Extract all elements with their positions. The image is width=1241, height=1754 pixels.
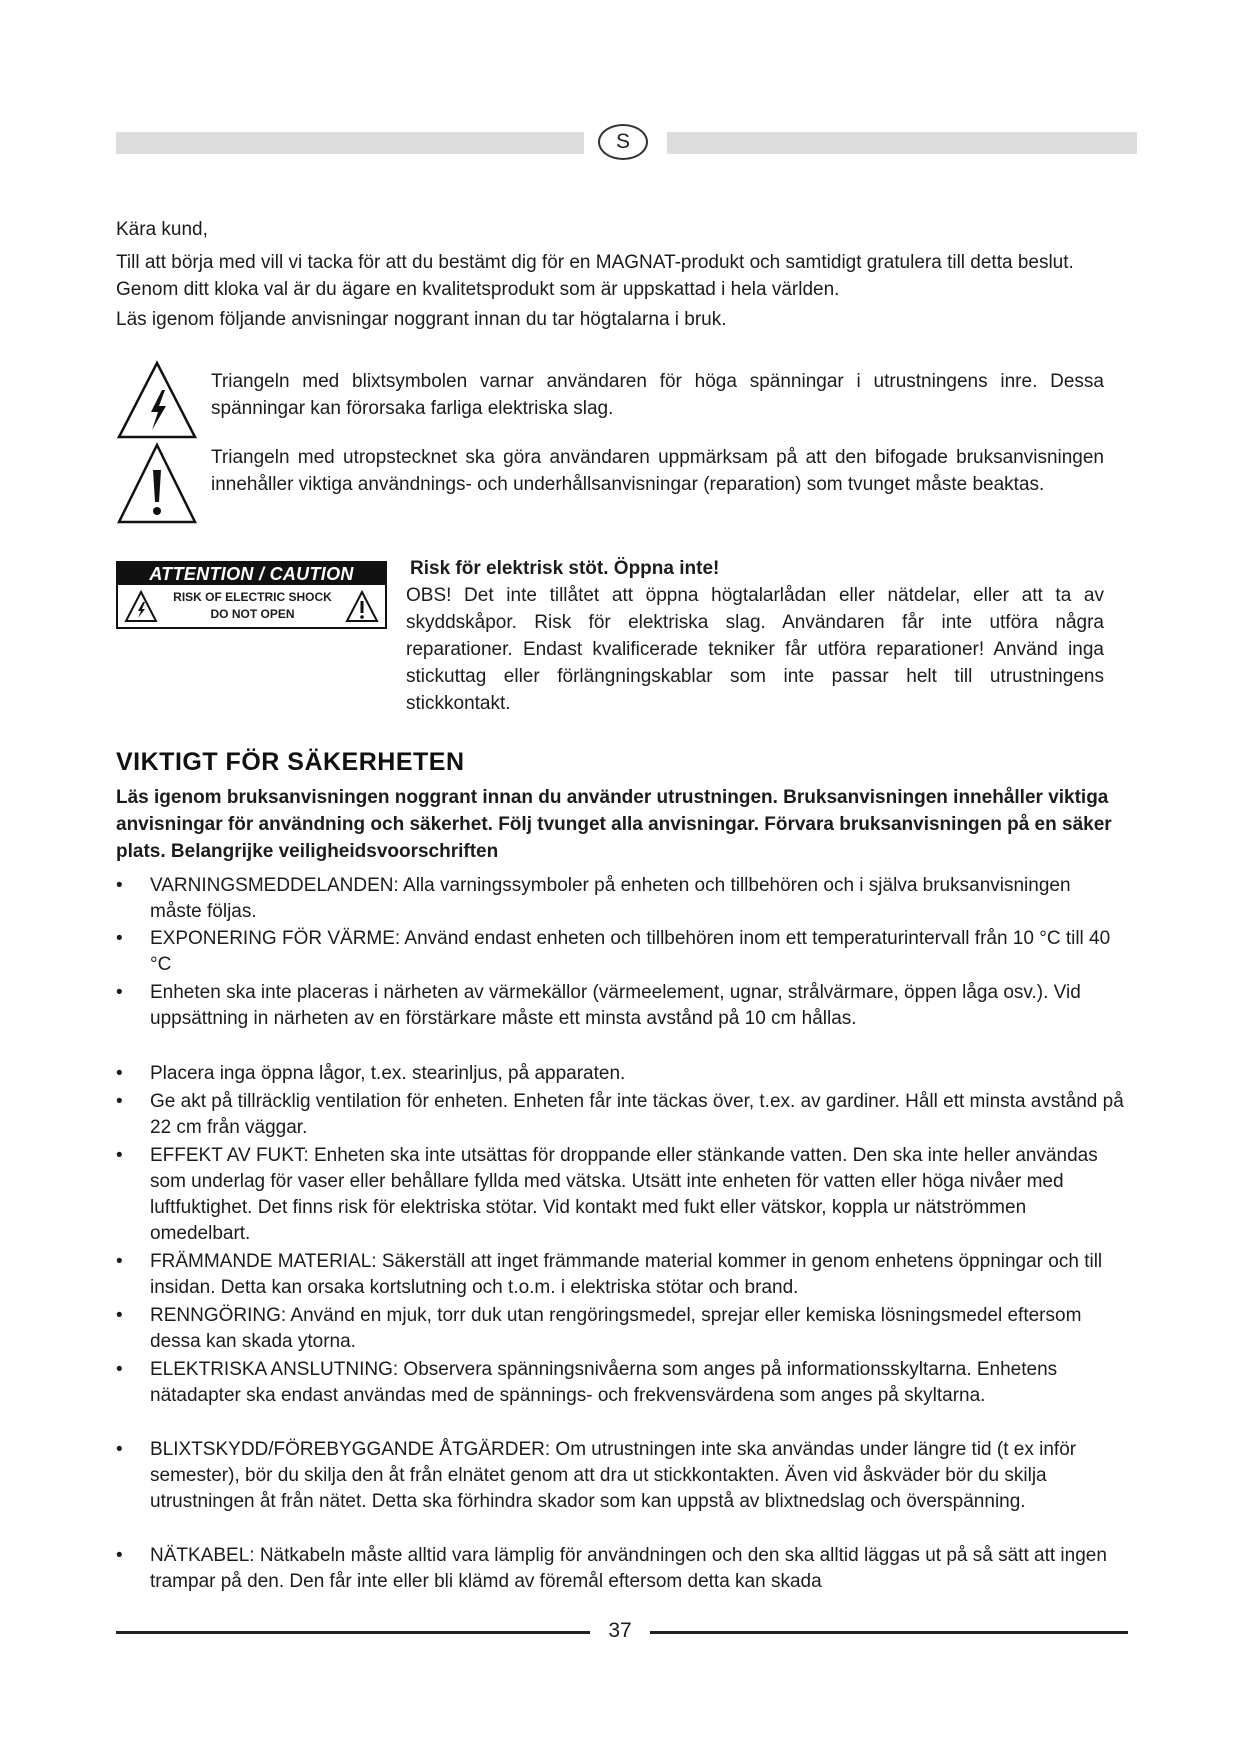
lightning-warning-text: Triangeln med blixtsymbolen varnar användaren för höga spänningar i utrustningens inre. Dessa spänningar kan förorsaka farliga elektriska slag.	[211, 371, 1104, 419]
list-item	[116, 980, 1126, 1032]
list-item-text: EXPONERING FÖR VÄRME: Använd endast enheten och tillbehören inom ett temperaturintervall från 10 °C till 40 °C	[150, 928, 1111, 975]
intro-instruction: Läs igenom följande anvisningar noggrant innan du tar högtalarna i bruk.	[116, 309, 727, 330]
list-item	[116, 1357, 1126, 1409]
list-item	[116, 873, 1126, 925]
safety-section-title: VIKTIGT FÖR SÄKERHETEN	[116, 748, 465, 776]
safety-intro: Läs igenom bruksanvisningen noggrant innan du använder utrustningen. Bruksanvisningen innehåller viktiga anvisningar för användning och säkerhet. Följ tvunget alla anvisningar. Förvara bruksanvisningen på en säker plats. Belangrijke veiligheidsvoorschriften	[116, 787, 1112, 862]
list-item-text: FRÄMMANDE MATERIAL: Säkerställ att inget främmande material kommer in genom enhetens öppningar och till insidan. Detta kan orsaka kortslutning och t.o.m. i elektriska stötar och brand.	[150, 1251, 1103, 1298]
language-badge: S	[598, 124, 648, 160]
caution-label-line2: DO NOT OPEN	[210, 607, 295, 621]
list-item	[116, 1061, 1126, 1087]
header-bar-right	[667, 132, 1137, 154]
intro-paragraph: Till att börja med vill vi tacka för att du bestämt dig för en MAGNAT-produkt och samtidigt gratulera till detta beslut. Genom ditt kloka val är du ägare en kvalitetsprodukt som är uppskattad i hela världen.	[116, 252, 1074, 300]
footer-rule-left	[116, 1631, 590, 1634]
bullet-icon: •	[116, 1359, 123, 1380]
list-item-text: Placera inga öppna lågor, t.ex. stearinljus, på apparaten.	[150, 1063, 626, 1084]
exclamation-warning-icon	[116, 442, 198, 526]
bullet-icon: •	[116, 1305, 123, 1326]
bullet-icon: •	[116, 1063, 123, 1084]
list-item	[116, 1437, 1126, 1515]
bullet-icon: •	[116, 1145, 123, 1166]
caution-label-header: ATTENTION / CAUTION	[118, 563, 385, 585]
list-item-text: Enheten ska inte placeras i närheten av värmekällor (värmeelement, ugnar, strålvärmare, öppen låga osv.). Vid uppsättning in närheten av en förstärkare måste ett minsta avstånd på 10 cm hållas.	[150, 982, 1081, 1029]
list-item	[116, 1543, 1126, 1595]
caution-title: Risk för elektrisk stöt. Öppna inte!	[410, 558, 720, 579]
list-item-text: ELEKTRISKA ANSLUTNING: Observera spänningsnivåerna som anges på informationsskyltarna. Enhetens nätadapter ska endast användas med de spännings- och frekvensvärdena som anges på skyltarna.	[150, 1359, 1058, 1406]
list-item	[116, 926, 1126, 978]
footer-rule-right	[650, 1631, 1128, 1634]
greeting: Kära kund,	[116, 219, 208, 240]
bullet-icon: •	[116, 1545, 123, 1566]
lightning-warning-icon	[116, 360, 198, 440]
list-item-text: NÄTKABEL: Nätkabeln måste alltid vara lämplig för användningen och den ska alltid läggas ut på så sätt att ingen trampar på den. Den får inte eller bli klämd av föremål eftersom detta kan skada	[150, 1545, 1107, 1592]
exclamation-warning-text: Triangeln med utropstecknet ska göra användaren uppmärksam på att den bifogade bruksanvisningen innehåller viktiga användnings- och underhållsanvisningar (reparation) som tvunget måste beaktas.	[211, 447, 1104, 495]
list-item	[116, 1303, 1126, 1355]
caution-label	[116, 561, 387, 629]
caution-exclamation-icon	[345, 590, 379, 624]
list-item	[116, 1143, 1126, 1247]
caution-lightning-icon	[124, 590, 158, 624]
header-bar-left	[116, 132, 584, 154]
list-item-text: EFFEKT AV FUKT: Enheten ska inte utsättas för droppande eller stänkande vatten. Den ska inte heller användas som underlag för vaser eller behållare fyllda med vätska. Utsätt inte enheten för vatten eller höga nivåer med luftfuktighet. Det finns risk för elektriska stötar. Vid kontakt med fukt eller vätskor, koppla ur nätströmmen omedelbart.	[150, 1145, 1098, 1244]
bullet-icon: •	[116, 875, 123, 896]
list-item-text: RENNGÖRING: Använd en mjuk, torr duk utan rengöringsmedel, sprejar eller kemiska lösningsmedel eftersom dessa kan skada ytorna.	[150, 1305, 1082, 1352]
list-item	[116, 1249, 1126, 1301]
bullet-icon: •	[116, 928, 123, 949]
bullet-icon: •	[116, 1251, 123, 1272]
list-item-text: BLIXTSKYDD/FÖREBYGGANDE ÅTGÄRDER: Om utrustningen inte ska användas under längre tid (t ex inför semester), bör du skilja den åt från elnätet genom att dra ut stickkontakten. Även vid åskväder bör du skilja utrustningen åt från nätet. Detta ska förhindra skador som kan uppstå av blixtnedslag och överspänning.	[150, 1439, 1077, 1512]
list-item	[116, 1089, 1126, 1141]
list-item-text: Ge akt på tillräcklig ventilation för enheten. Enheten får inte täckas över, t.ex. av gardiner. Håll ett minsta avstånd på 22 cm från väggar.	[150, 1091, 1124, 1138]
list-item-text: VARNINGSMEDDELANDEN: Alla varningssymboler på enheten och tillbehören och i själva bruksanvisningen måste följas.	[150, 875, 1071, 922]
page-number: 37	[608, 1619, 632, 1642]
bullet-icon: •	[116, 982, 123, 1003]
caution-body: OBS! Det inte tillåtet att öppna högtalarlådan eller nätdelar, eller att ta av skyddskåpor. Risk för elektriska slag. Användaren får inte utföra några reparationer. Endast kvalificerade tekniker får utföra reparationer! Använd inga stickuttag eller förlängningskablar som inte passar helt till utrustningens stickkontakt.	[406, 585, 1104, 714]
caution-label-line1: RISK OF ELECTRIC SHOCK	[173, 590, 332, 604]
bullet-icon: •	[116, 1091, 123, 1112]
bullet-icon: •	[116, 1439, 123, 1460]
